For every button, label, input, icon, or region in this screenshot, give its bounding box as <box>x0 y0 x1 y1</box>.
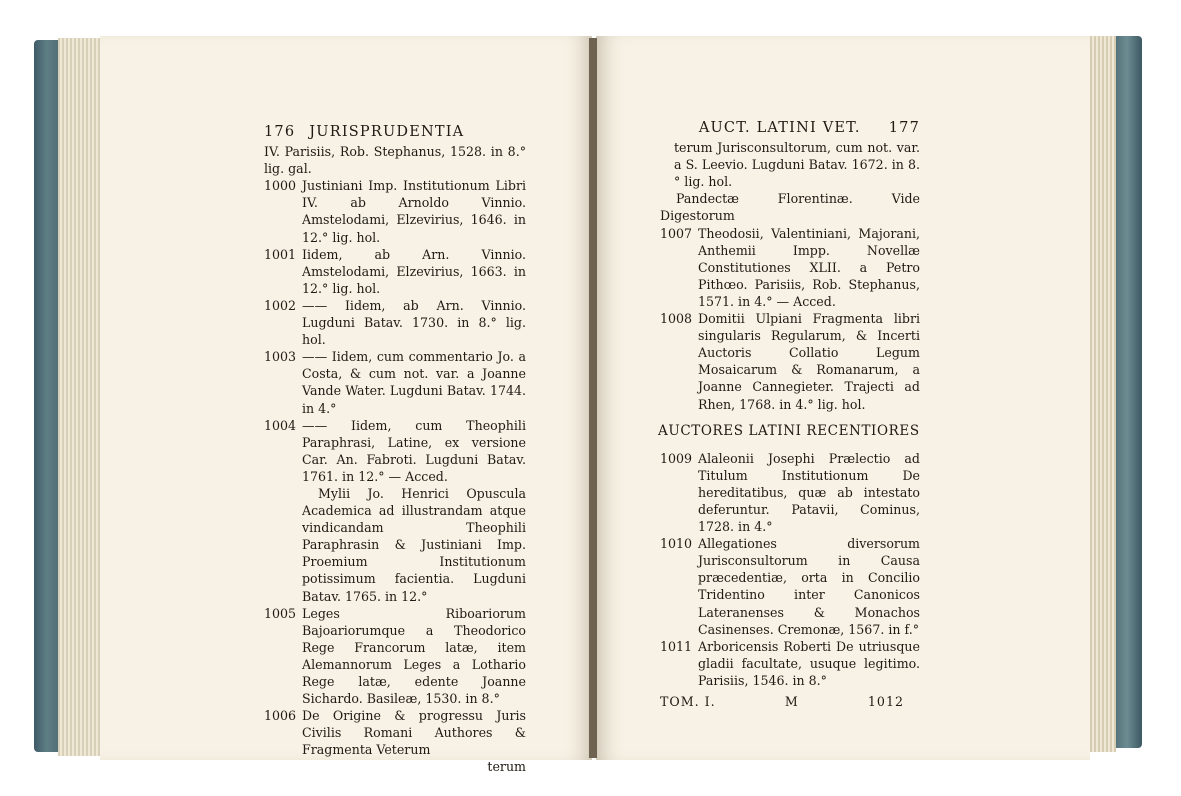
book-cover-right <box>1112 36 1142 748</box>
entry-text: —— Iidem, cum Theophili Paraphrasi, Latine, ex versione Car. An. Fabroti. Lugduni Batav. 1761. in 12.° — Acced. <box>302 417 526 484</box>
right-page-text <box>660 120 920 710</box>
right-running-head <box>660 120 920 137</box>
right-entries <box>660 225 920 413</box>
right-entries-2 <box>660 450 920 689</box>
left-page-number: 176 <box>264 124 296 140</box>
catalogue-entry <box>264 246 526 297</box>
entry-number: 1003 <box>264 349 297 365</box>
catalogue-entry <box>660 225 920 310</box>
entry-number: 1000 <box>264 178 297 194</box>
left-entries-2 <box>264 605 526 759</box>
left-continuation: IV. Parisiis, Rob. Stephanus, 1528. in 8.° lig. gal. <box>264 144 526 177</box>
left-running-title: JURISPRUDENTIA <box>309 124 465 140</box>
entry-number: 1001 <box>264 246 297 262</box>
book-gutter <box>589 38 597 758</box>
catalogue-entry <box>264 177 526 245</box>
entry-number: 1010 <box>660 536 693 552</box>
left-catchword: terum <box>487 759 526 775</box>
entry-number: 1011 <box>660 638 693 654</box>
right-catchword: 1012 <box>867 694 904 709</box>
signature-mark: M <box>784 694 799 709</box>
entry-number: 1008 <box>660 311 693 327</box>
entry-text: Iidem, ab Arn. Vinnio. Amstelodami, Elzevirius, 1663. in 12.° lig. hol. <box>302 246 526 296</box>
catalogue-entry <box>264 297 526 348</box>
right-sub-entry: Pandectæ Florentinæ. Vide Digestorum <box>660 191 920 224</box>
left-running-head <box>264 124 526 141</box>
entry-text: Allegationes diversorum Jurisconsultorum in Causa præcedentiæ, orta in Concilio Tridentino inter Canonicos Lateranenses & Monachos Casinenses. Cremonæ, 1567. in f.° <box>698 536 920 637</box>
right-page-number: 177 <box>888 120 920 136</box>
section-heading: AUCTORES LATINI RECENTIORES <box>658 422 920 439</box>
entry-text: Arboricensis Roberti De utriusque gladii facultate, usuque legitimo. Parisiis, 1546. in 8.° <box>698 638 920 688</box>
right-page-footer <box>660 693 920 710</box>
entry-text: Domitii Ulpiani Fragmenta libri singularis Regularum, & Incerti Auctoris Collatio Legum Mosaicarum & Romanarum, a Joanne Cannegieter. Trajecti ad Rhen, 1768. in 4.° lig. hol. <box>698 311 920 412</box>
entry-text: Theodosii, Valentiniani, Majorani, Anthemii Impp. Novellæ Constitutiones XLII. a Petro Pithœo. Parisiis, Rob. Stephanus, 1571. in 4.° — Acced. <box>698 225 920 309</box>
entry-number: 1007 <box>660 225 693 241</box>
volume-mark: TOM. I. <box>660 694 716 709</box>
catalogue-entry <box>660 535 920 638</box>
entry-number: 1004 <box>264 417 297 433</box>
catalogue-entry <box>264 417 526 485</box>
entry-text: —— Iidem, ab Arn. Vinnio. Lugduni Batav. 1730. in 8.° lig. hol. <box>302 297 526 348</box>
catalogue-entry <box>264 605 526 708</box>
left-entries <box>264 177 526 485</box>
catalogue-entry <box>660 638 920 689</box>
entry-text: Leges Riboariorum Bajoariorumque a Theodorico Rege Francorum latæ, item Alemannorum Leges a Lothario Rege latæ, edente Joanne Sichardo. Basileæ, 1530. in 8.° <box>302 605 526 707</box>
entry-text: Justiniani Imp. Institutionum Libri IV. ab Arnoldo Vinnio. Amstelodami, Elzevirius, 1646. in 12.° lig. hol. <box>302 178 526 245</box>
catalogue-entry <box>660 310 920 413</box>
entry-number: 1002 <box>264 297 297 313</box>
entry-number: 1006 <box>264 708 297 724</box>
right-continuation: terum Jurisconsultorum, cum not. var. a S. Leevio. Lugduni Batav. 1672. in 8.° lig. hol. <box>674 140 920 190</box>
page-edges-left <box>58 38 106 756</box>
entry-text: —— Iidem, cum commentario Jo. a Costa, & cum not. var. a Joanne Vande Water. Lugduni Batav. 1744. in 4.° <box>302 349 526 416</box>
entry-text: Alaleonii Josephi Prælectio ad Titulum Institutionum De hereditatibus, quæ ab intestato deferuntur. Patavii, Cominus, 1728. in 4.° <box>698 450 920 535</box>
catalogue-entry <box>264 348 526 416</box>
entry-text: De Origine & progressu Juris Civilis Romani Authores & Fragmenta Veterum <box>302 708 526 758</box>
catalogue-entry <box>660 450 920 535</box>
page-edges-right <box>1088 36 1116 752</box>
entry-number: 1005 <box>264 605 297 621</box>
left-page-text <box>264 124 526 776</box>
right-running-title: AUCT. LATINI VET. <box>698 120 861 136</box>
catalogue-entry <box>264 707 526 758</box>
entry-number: 1009 <box>660 450 693 466</box>
left-sub-entry: Mylii Jo. Henrici Opuscula Academica ad illustrandam atque vindicandam Theophili Paraphrasin & Justiniani Imp. Proemium Institutionum potissimum facientia. Lugduni Batav. 1765. in 12.° <box>302 485 526 604</box>
